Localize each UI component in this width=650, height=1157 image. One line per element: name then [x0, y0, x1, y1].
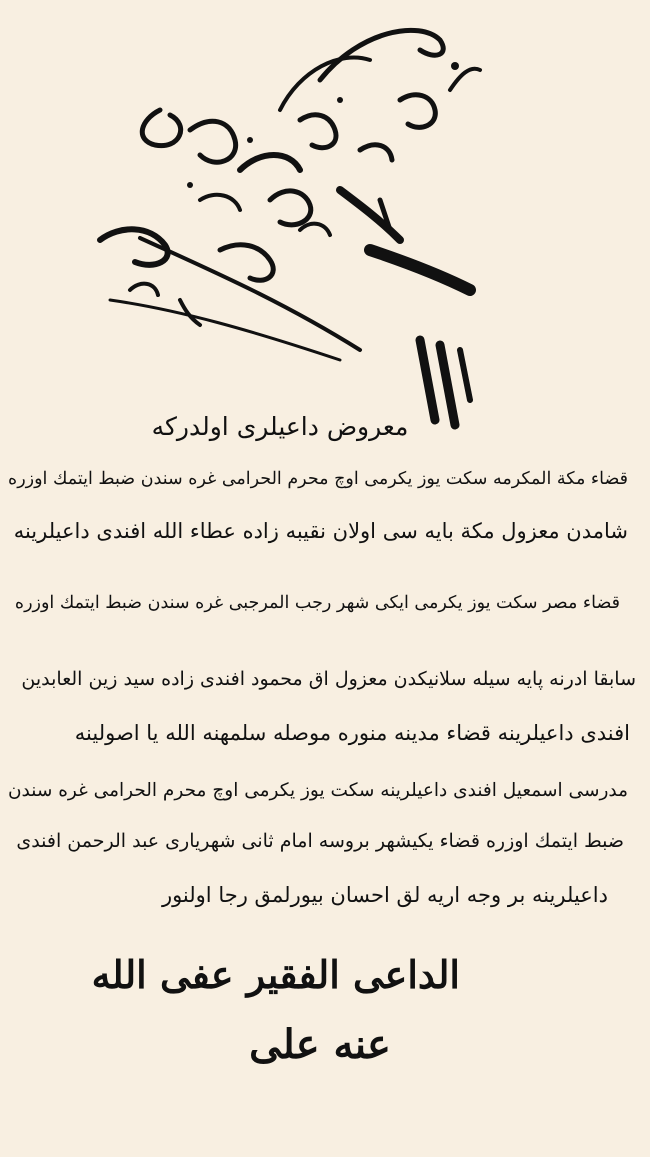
body-line: قضاء مصر سكت یوز یکرمی ایکی شهر رجب المرجبی غره سندن ضبط ايتمك اوزره	[14, 593, 620, 613]
body-line: سابقا ادرنه پایه سیله سلانیکدن معزول اق محمود افندی زاده سید زین العابدین	[21, 668, 636, 690]
body-line: افندی داعیلرینه قضاء مدینه منوره موصله سلمهنه الله یا اصولینه	[74, 721, 630, 745]
body-line: شامدن معزول مكة بايه سی اولان نقيبه زاده عطاء الله افندی داعيلرینه	[13, 519, 628, 543]
body-line: قضاء مكة المكرمه سكت یوز یکرمی اوچ محرم الحرامی غره سندن ضبط ايتمك اوزره	[8, 469, 628, 489]
body-line: ضبط ایتمك اوزره قضاء یکیشهر بروسه امام ثانی شهریاری عبد الرحمن افندی	[16, 830, 624, 852]
signature-name: عنه علی	[249, 1021, 391, 1068]
signature-line: الداعی الفقیر عفی الله	[91, 952, 460, 997]
tughra-calligraphy	[40, 0, 500, 450]
body-line: مدرسی اسمعیل افندی داعیلرینه سكت یوز یکرمی اوچ محرم الحرامی غره سندن	[7, 780, 628, 801]
document-heading: معروض داعيلری اولدركه	[151, 412, 409, 441]
body-line: داعیلرینه بر وجه اریه لق احسان بیورلمق رجا اولنور	[161, 883, 608, 907]
signature-block	[91, 950, 460, 1090]
